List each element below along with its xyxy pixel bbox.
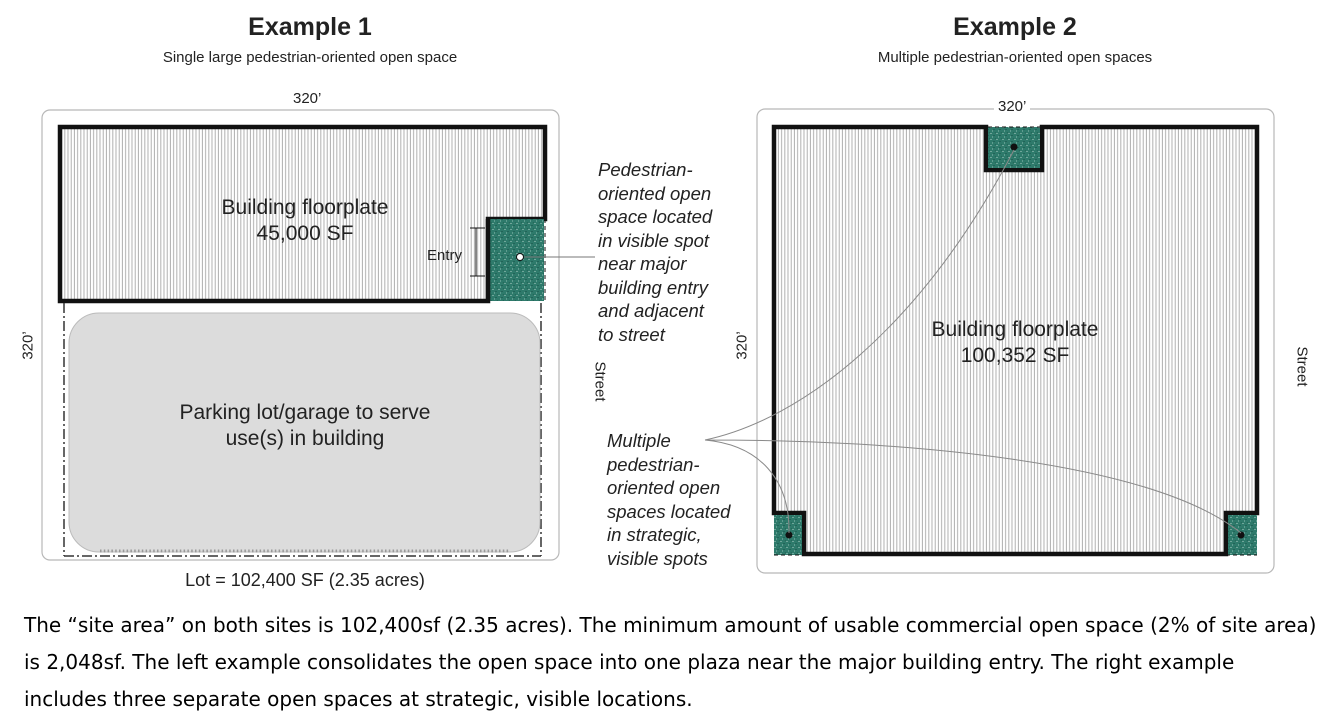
example1-building-area: 45,000 SF bbox=[256, 222, 354, 245]
example1-note-line: building entry bbox=[598, 276, 709, 298]
example2-width-dimension: 320’ bbox=[994, 98, 1030, 115]
example2-note-line: Multiple bbox=[607, 430, 671, 451]
example1-open-space bbox=[488, 219, 544, 301]
example2-title: Example 2 bbox=[953, 13, 1077, 41]
example1-note-line: near major bbox=[598, 253, 687, 274]
example2-note-line: visible spots bbox=[607, 547, 708, 569]
example2-height-dimension: 320’ bbox=[733, 331, 751, 360]
example1-width-dimension: 320’ bbox=[293, 90, 322, 107]
example1-parking-line2: use(s) in building bbox=[225, 427, 385, 450]
example1-note-line: and adjacent bbox=[598, 300, 704, 321]
example2-note bbox=[607, 429, 730, 570]
example1-building-name: Building floorplate bbox=[221, 196, 389, 219]
example1-entry-label: Entry bbox=[427, 247, 463, 264]
example1-lot-label: Lot = 102,400 SF (2.35 acres) bbox=[185, 570, 425, 590]
example2-building-name: Building floorplate bbox=[931, 318, 1099, 341]
example1-height-dimension: 320’ bbox=[19, 331, 37, 360]
example1-parking-label bbox=[110, 400, 500, 452]
example2-subtitle: Multiple pedestrian-oriented open spaces bbox=[877, 49, 1153, 66]
example1-note-line: to street bbox=[598, 323, 665, 345]
example1-entry-marker bbox=[517, 254, 524, 261]
example1-building-label bbox=[180, 195, 430, 247]
example1-title: Example 1 bbox=[248, 13, 372, 41]
example2-note-line: oriented open bbox=[607, 477, 721, 498]
caption-text: The “site area” on both sites is 102,400sf (2.35 acres). The minimum amount of usable commercial open space (2% of site area) is 2,048sf. The left example consolidates the open space into one plaza near the major building entry. The right example includes three separate open spaces at strategic, visible locations. bbox=[24, 613, 1317, 711]
example1-note bbox=[598, 158, 712, 346]
example2-note-line: in strategic, bbox=[607, 524, 702, 545]
example2-building-label bbox=[890, 317, 1140, 369]
example1-note-line: in visible spot bbox=[598, 229, 710, 251]
example1-note-line: Pedestrian- bbox=[598, 159, 693, 180]
example1-parking-line1: Parking lot/garage to serve bbox=[179, 401, 431, 424]
example2-building-area: 100,352 SF bbox=[960, 344, 1070, 367]
example2-note-line: pedestrian- bbox=[607, 453, 700, 475]
example1-subtitle: Single large pedestrian-oriented open space bbox=[162, 49, 458, 66]
example1-note-line: oriented open bbox=[598, 182, 712, 204]
example1-note-line: space located bbox=[598, 206, 713, 227]
example2-note-line: spaces located bbox=[607, 500, 731, 522]
example2-street-label: Street bbox=[1293, 346, 1311, 387]
example1-street-label: Street bbox=[591, 361, 609, 402]
